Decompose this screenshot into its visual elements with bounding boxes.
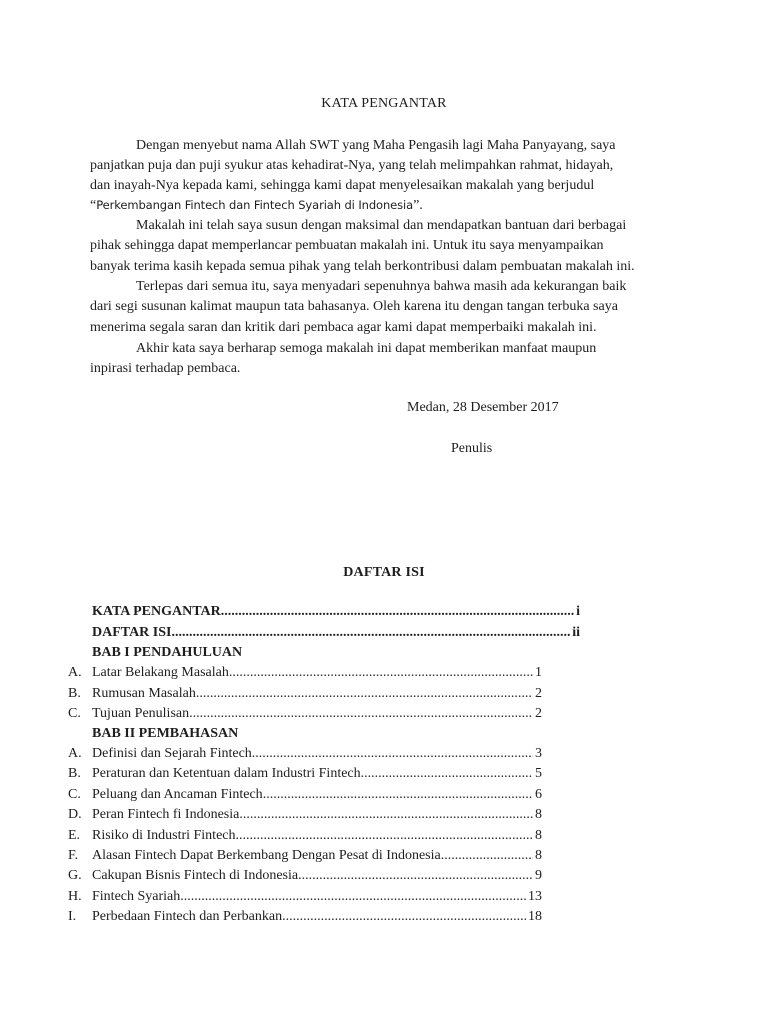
toc-page: 18 [528,909,542,924]
toc-leader [263,787,533,803]
paragraph-line: banyak terima kasih kepada semua pihak yang telah berkontribusi dalam pembuatan makalah ini. [90,259,635,274]
toc-page: 2 [535,706,542,721]
toc-entry-daftar-isi[interactable] [92,625,580,641]
toc-item[interactable] [0,746,768,766]
toc-item[interactable] [0,848,768,868]
toc-item-letter: A. [68,665,82,680]
toc-item[interactable] [0,706,768,726]
quote-close: ”. [413,198,423,213]
quoted-title: Perkembangan Fintech dan Fintech Syariah di Indonesia [96,198,414,212]
toc-item-entry [92,909,542,925]
toc-leader [282,909,526,925]
toc-page: 2 [535,686,542,701]
place-date: Medan, 28 Desember 2017 [407,400,559,415]
toc-item-entry [92,848,542,864]
toc-leader [252,746,533,762]
paragraph-line: dan inayah-Nya kepada kami, sehingga kami dapat menyelesaikan makalah yang berjudul [90,178,595,193]
toc-leader [441,848,533,864]
toc-page: 3 [535,746,542,761]
paragraph-line: pihak sehingga dapat memperlancar pembuatan makalah ini. Untuk itu saya menyampaikan [90,238,604,253]
toc-leader [221,604,574,620]
paragraph-line: Akhir kata saya berharap semoga makalah ini dapat memberikan manfaat maupun [136,341,597,356]
quoted-title-line [90,195,423,216]
toc-item-letter: B. [68,686,81,701]
toc-leader [298,868,533,884]
toc-item[interactable] [0,787,768,807]
signer: Penulis [451,441,493,456]
toc-item-entry [92,828,542,844]
paragraph-line: Makalah ini telah saya susun dengan maksimal dan mendapatkan bantuan dari berbagai [136,218,627,233]
toc-item-letter: B. [68,766,81,781]
toc-label: Alasan Fintech Dapat Berkembang Dengan Pesat di Indonesia [92,848,441,863]
paragraph-line: panjatkan puja dan puji syukur atas kehadirat-Nya, yang telah melimpahkan rahmat, hidayah, [90,158,614,173]
toc-item[interactable] [0,868,768,888]
daftar-isi-title: DAFTAR ISI [343,565,425,580]
toc-entry-kata-pengantar[interactable] [92,604,580,620]
toc-label: Definisi dan Sejarah Fintech [92,746,252,761]
toc-item-letter: C. [68,706,81,721]
kata-pengantar-title: KATA PENGANTAR [321,96,447,111]
toc-page: 9 [535,868,542,883]
toc-page: 8 [535,807,542,822]
paragraph-line: inpirasi terhadap pembaca. [90,361,241,376]
toc-item-entry [92,889,542,905]
toc-leader [239,807,533,823]
toc-page: 5 [535,766,542,781]
toc-item[interactable] [0,665,768,685]
toc-page: 1 [535,665,542,680]
toc-item-entry [92,706,542,722]
toc-item[interactable] [0,909,768,929]
toc-page: 13 [528,889,542,904]
toc-item[interactable] [0,766,768,786]
toc-label: Cakupan Bisnis Fintech di Indonesia [92,868,299,883]
toc-label: Rumusan Masalah [92,686,196,701]
toc-item-entry [92,665,542,681]
toc-label: DAFTAR ISI [92,625,172,640]
toc-item-letter: H. [68,889,82,904]
toc-item[interactable] [0,828,768,848]
toc-item-entry [92,686,542,702]
toc-item-letter: I. [68,909,77,924]
toc-leader [189,706,533,722]
toc-page: 6 [535,787,542,802]
toc-item-entry [92,746,542,762]
toc-item-letter: F. [68,848,79,863]
quote-open: “ [90,198,97,213]
toc-leader [180,889,526,905]
paragraph-line: menerima segala saran dan kritik dari pembaca agar kami dapat memperbaiki makalah ini. [90,320,597,335]
paragraph-line: Terlepas dari semua itu, saya menyadari sepenuhnya bahwa masih ada kekurangan baik [136,279,627,294]
toc-label: KATA PENGANTAR [92,604,221,619]
toc-leader [171,625,570,641]
toc-page: ii [572,625,580,640]
toc-item[interactable] [0,686,768,706]
paragraph-line: dari segi susunan kalimat maupun tata bahasanya. Oleh karena itu dengan tangan terbuka saya [90,299,618,314]
toc-label: Peran Fintech fi Indonesia [92,807,240,822]
toc-page: 8 [535,828,542,843]
paragraph-line: Dengan menyebut nama Allah SWT yang Maha Pengasih lagi Maha Panyayang, saya [136,138,616,153]
toc-item-entry [92,787,542,803]
toc-bab-2[interactable]: BAB II PEMBAHASAN [92,726,239,741]
toc-item-entry [92,868,542,884]
toc-leader [361,766,533,782]
toc-item-letter: D. [68,807,82,822]
toc-item-letter: A. [68,746,82,761]
toc-label: Fintech Syariah [92,889,181,904]
toc-label: Tujuan Penulisan [92,706,190,721]
toc-leader [236,828,534,844]
toc-page: i [576,604,580,619]
toc-label: Peluang dan Ancaman Fintech [92,787,263,802]
toc-item-entry [92,766,542,782]
toc-item[interactable] [0,807,768,827]
toc-item-letter: E. [68,828,81,843]
toc-item-letter: C. [68,787,81,802]
toc-leader [196,686,533,702]
toc-bab-1[interactable]: BAB I PENDAHULUAN [92,645,243,660]
toc-page: 8 [535,848,542,863]
toc-label: Latar Belakang Masalah [92,665,229,680]
toc-leader [229,665,533,681]
toc-label: Peraturan dan Ketentuan dalam Industri Fintech [92,766,361,781]
toc-label: Risiko di Industri Fintech [92,828,236,843]
toc-item-letter: G. [68,868,82,883]
toc-item-entry [92,807,542,823]
toc-item[interactable] [0,889,768,909]
toc-label: Perbedaan Fintech dan Perbankan [92,909,283,924]
